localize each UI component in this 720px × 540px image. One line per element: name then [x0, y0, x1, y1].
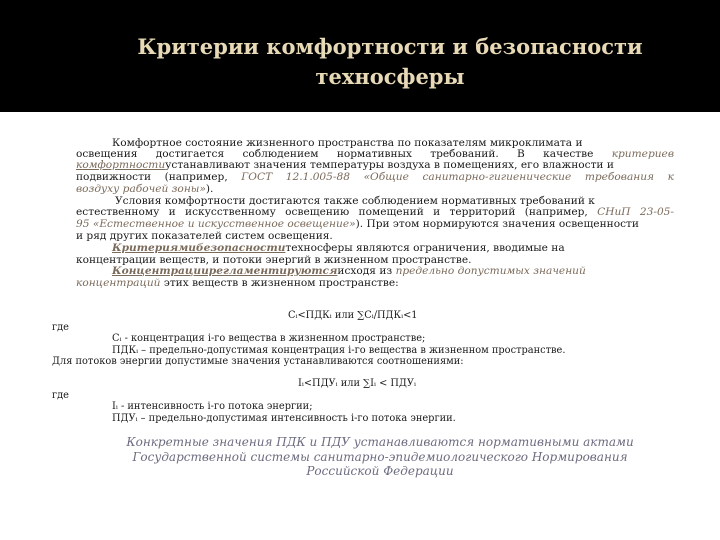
p1-line-5 [76, 184, 213, 195]
p1-line-2-text: освещения достигается соблюдением нормативных требований. В качестве [76, 148, 594, 160]
p1-line-4-text: подвижности (например, [76, 171, 228, 183]
formula2-where: где [52, 390, 69, 401]
p1-line-5-text: ). [205, 183, 214, 195]
p3-line-1 [112, 243, 565, 254]
title-line-1: Критерии комфортности и безопасности [137, 34, 643, 59]
p4-term-concentrations: Концентрациирегламентируются [112, 265, 338, 277]
p4-pdk-reference-cont: концентраций [76, 277, 161, 289]
p4-line-1-text: исходя из [337, 265, 393, 277]
p1-line-3 [76, 160, 614, 171]
p2-line-3 [76, 219, 639, 230]
p2-line-2-text: естественному и искусственному освещению помещений и территорий (например, [76, 206, 588, 218]
p2-line-3-text: ). При этом нормируются значения освещенности [355, 218, 639, 230]
p3-line-1-text: техносферы являются ограничения, вводимые на [285, 242, 565, 254]
formula-energy: Iᵢ<ПДУᵢ или ∑Iᵢ < ПДУᵢ [298, 378, 416, 389]
p2-line-2 [76, 207, 674, 218]
conclusion-line-1: Конкретные значения ПДК и ПДУ устанавливаются нормативными актами [126, 435, 634, 449]
p1-line-4 [76, 172, 674, 183]
formula2-def-pdu: ПДУᵢ – предельно-допустимая интенсивность i-го потока энергии. [112, 413, 456, 424]
slide-title [100, 32, 680, 92]
p1-term-comfort: комфортности [76, 159, 166, 171]
p3-line-2: концентрации веществ, и потоки энергий в жизненном пространстве. [76, 254, 472, 266]
p4-line-2 [76, 278, 399, 289]
p4-line-2-text: этих веществ в жизненном пространстве: [163, 277, 399, 289]
formula1-def-c: Cᵢ - концентрация i-го вещества в жизненном пространстве; [112, 333, 426, 344]
p3-term-safety: Критериямибезопасности [112, 242, 286, 254]
formula1-where: где [52, 322, 69, 333]
p2-line-1: Условия комфортности достигаются также соблюдением нормативных требований к [115, 195, 595, 207]
formula-concentration: Cᵢ<ПДКᵢ или ∑Cᵢ/ПДКᵢ<1 [288, 310, 418, 321]
p1-term-comfort-criteria: критериев [611, 148, 674, 160]
energy-intro: Для потоков энергии допустимые значения устанавливаются соотношениями: [52, 356, 464, 367]
formula2-def-i: Iᵢ - интенсивность i-го потока энергии; [112, 401, 313, 412]
conclusion-line-2: Государственной системы санитарно-эпидемиологического Нормирования [132, 449, 628, 464]
formula1-def-pdk: ПДКᵢ – предельно-допустимая концентрация i-го вещества в жизненном пространстве. [112, 345, 566, 356]
p2-snip-reference-cont: 95 «Естественное и искусственное освещение» [76, 218, 356, 230]
p1-gost-reference-cont: воздуху рабочей зоны» [76, 183, 206, 195]
p1-gost-reference: ГОСТ 12.1.005-88 «Общие санитарно-гигиенические требования к [241, 171, 674, 183]
header-bar [0, 0, 720, 112]
p2-line-4: и ряд других показателей систем освещения. [76, 230, 333, 242]
p4-line-1 [112, 266, 586, 277]
p4-pdk-reference: предельно допустимых значений [395, 265, 586, 277]
title-line-2: техносферы [315, 64, 465, 89]
p1-line-3-text: устанавливают значения температуры воздуха в помещениях, его влажности и [165, 159, 614, 171]
conclusion-line-3: Российской Федерации [306, 464, 454, 478]
p2-snip-reference: СНиП 23-05- [597, 206, 674, 218]
conclusion [60, 435, 700, 479]
p1-line-1: Комфортное состояние жизненного пространства по показателям микроклимата и [112, 137, 583, 149]
